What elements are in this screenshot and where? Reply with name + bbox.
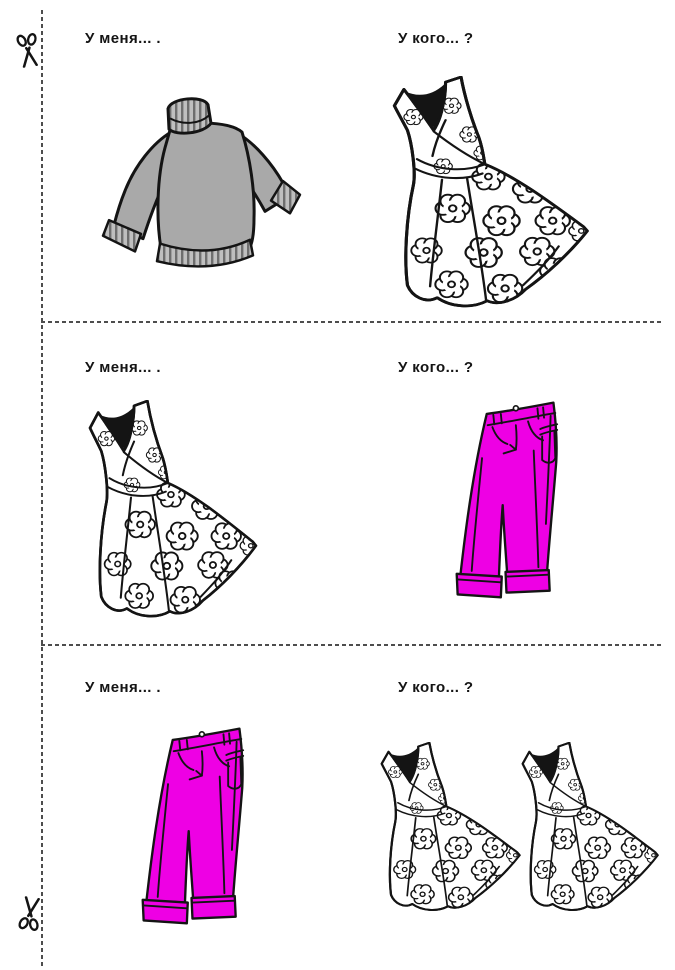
card-prompt: У кого... ? (398, 679, 474, 696)
dress-image (392, 76, 592, 310)
card-prompt: У меня... . (85, 30, 161, 47)
card-row3-left (41, 644, 375, 970)
card-prompt: У меня... . (85, 679, 161, 696)
pants-image (138, 723, 246, 928)
dress-image (521, 742, 661, 913)
dress-image (88, 400, 260, 620)
dress-image (380, 742, 523, 913)
card-row1-right (375, 0, 675, 321)
card-row1-left (41, 0, 375, 321)
card-row2-right (375, 321, 675, 644)
card-row2-left (41, 321, 375, 644)
scissors-icon (13, 29, 44, 68)
card-prompt: У меня... . (85, 359, 161, 376)
card-row3-right (375, 644, 675, 970)
card-prompt: У кого... ? (398, 30, 474, 47)
card-prompt: У кого... ? (398, 359, 474, 376)
sweater-image (100, 92, 303, 272)
pants-image (452, 397, 560, 602)
